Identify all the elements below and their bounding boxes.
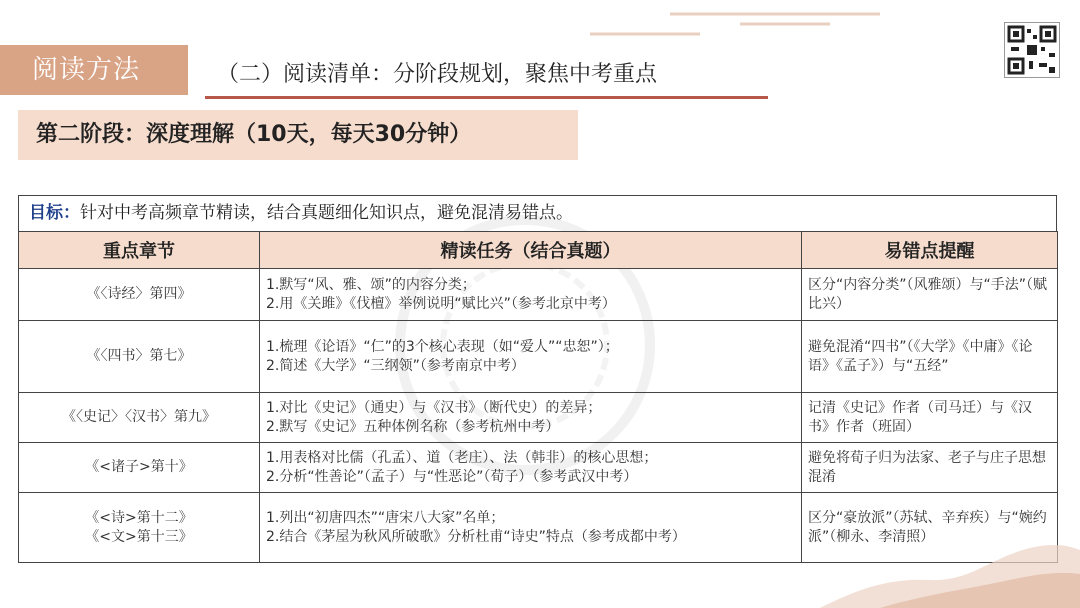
tips-cell: 避免将荀子归为法家、老子与庄子思想混淆 [802,443,1058,493]
goal-label: 目标： [29,203,80,223]
header-tasks: 精读任务（结合真题） [260,232,802,269]
chapter-cell: 《〈史记〉〈汉书〉第九》 [19,393,260,443]
tips-cell: 避免混淆“四书”（《大学》《中庸》《论语》《孟子》）与“五经” [802,321,1058,393]
tips-cell: 记清《史记》作者（司马迁）与《汉书》作者（班固） [802,393,1058,443]
table-row [19,443,1058,493]
reading-plan-table [18,231,1058,563]
stage-title: 第二阶段：深度理解（10天，每天30分钟） [18,110,578,160]
header-tips: 易错点提醒 [802,232,1058,269]
tasks-cell: 1.列出“初唐四杰”“唐宋八大家”名单； 2.结合《茅屋为秋风所破歌》分析杜甫“诗史”特点（参考成都中考） [260,493,802,563]
chapter-cell: 《<诗>第十二》 《<文>第十三》 [19,493,260,563]
tips-cell: 区分“豪放派”（苏轼、辛弃疾）与“婉约派”（柳永、李清照） [802,493,1058,563]
table-row [19,269,1058,321]
chapter-cell: 《〈诗经〉第四》 [19,269,260,321]
goal-statement [18,195,1057,231]
decorative-hills [820,518,1080,608]
tasks-cell: 1.对比《史记》（通史）与《汉书》（断代史）的差异； 2.默写《史记》五种体例名称（参考杭州中考） [260,393,802,443]
chapter-cell: 《〈四书〉第七》 [19,321,260,393]
tasks-cell: 1.默写“风、雅、颂”的内容分类； 2.用《关雎》《伐檀》举例说明“赋比兴”（参考北京中考） [260,269,802,321]
chapter-cell: 《<诸子>第十》 [19,443,260,493]
qr-code-icon [1004,22,1060,78]
header-chapter: 重点章节 [19,232,260,269]
tasks-cell: 1.梳理《论语》“仁”的3个核心表现（如“爱人”“忠恕”）； 2.简述《大学》“三纲领”（参考南京中考） [260,321,802,393]
page-title: （二）阅读清单：分阶段规划，聚焦中考重点 [205,55,768,99]
section-tag: 阅读方法 [0,45,188,95]
tasks-cell: 1.用表格对比儒（孔孟）、道（老庄）、法（韩非）的核心思想； 2.分析“性善论”（孟子）与“性恶论”（荀子）（参考武汉中考） [260,443,802,493]
table-row [19,393,1058,443]
table-row [19,321,1058,393]
table-header-row [19,232,1058,269]
goal-text: 针对中考高频章节精读，结合真题细化知识点，避免混清易错点。 [80,203,573,223]
tips-cell: 区分“内容分类”（风雅颂）与“手法”（赋比兴） [802,269,1058,321]
